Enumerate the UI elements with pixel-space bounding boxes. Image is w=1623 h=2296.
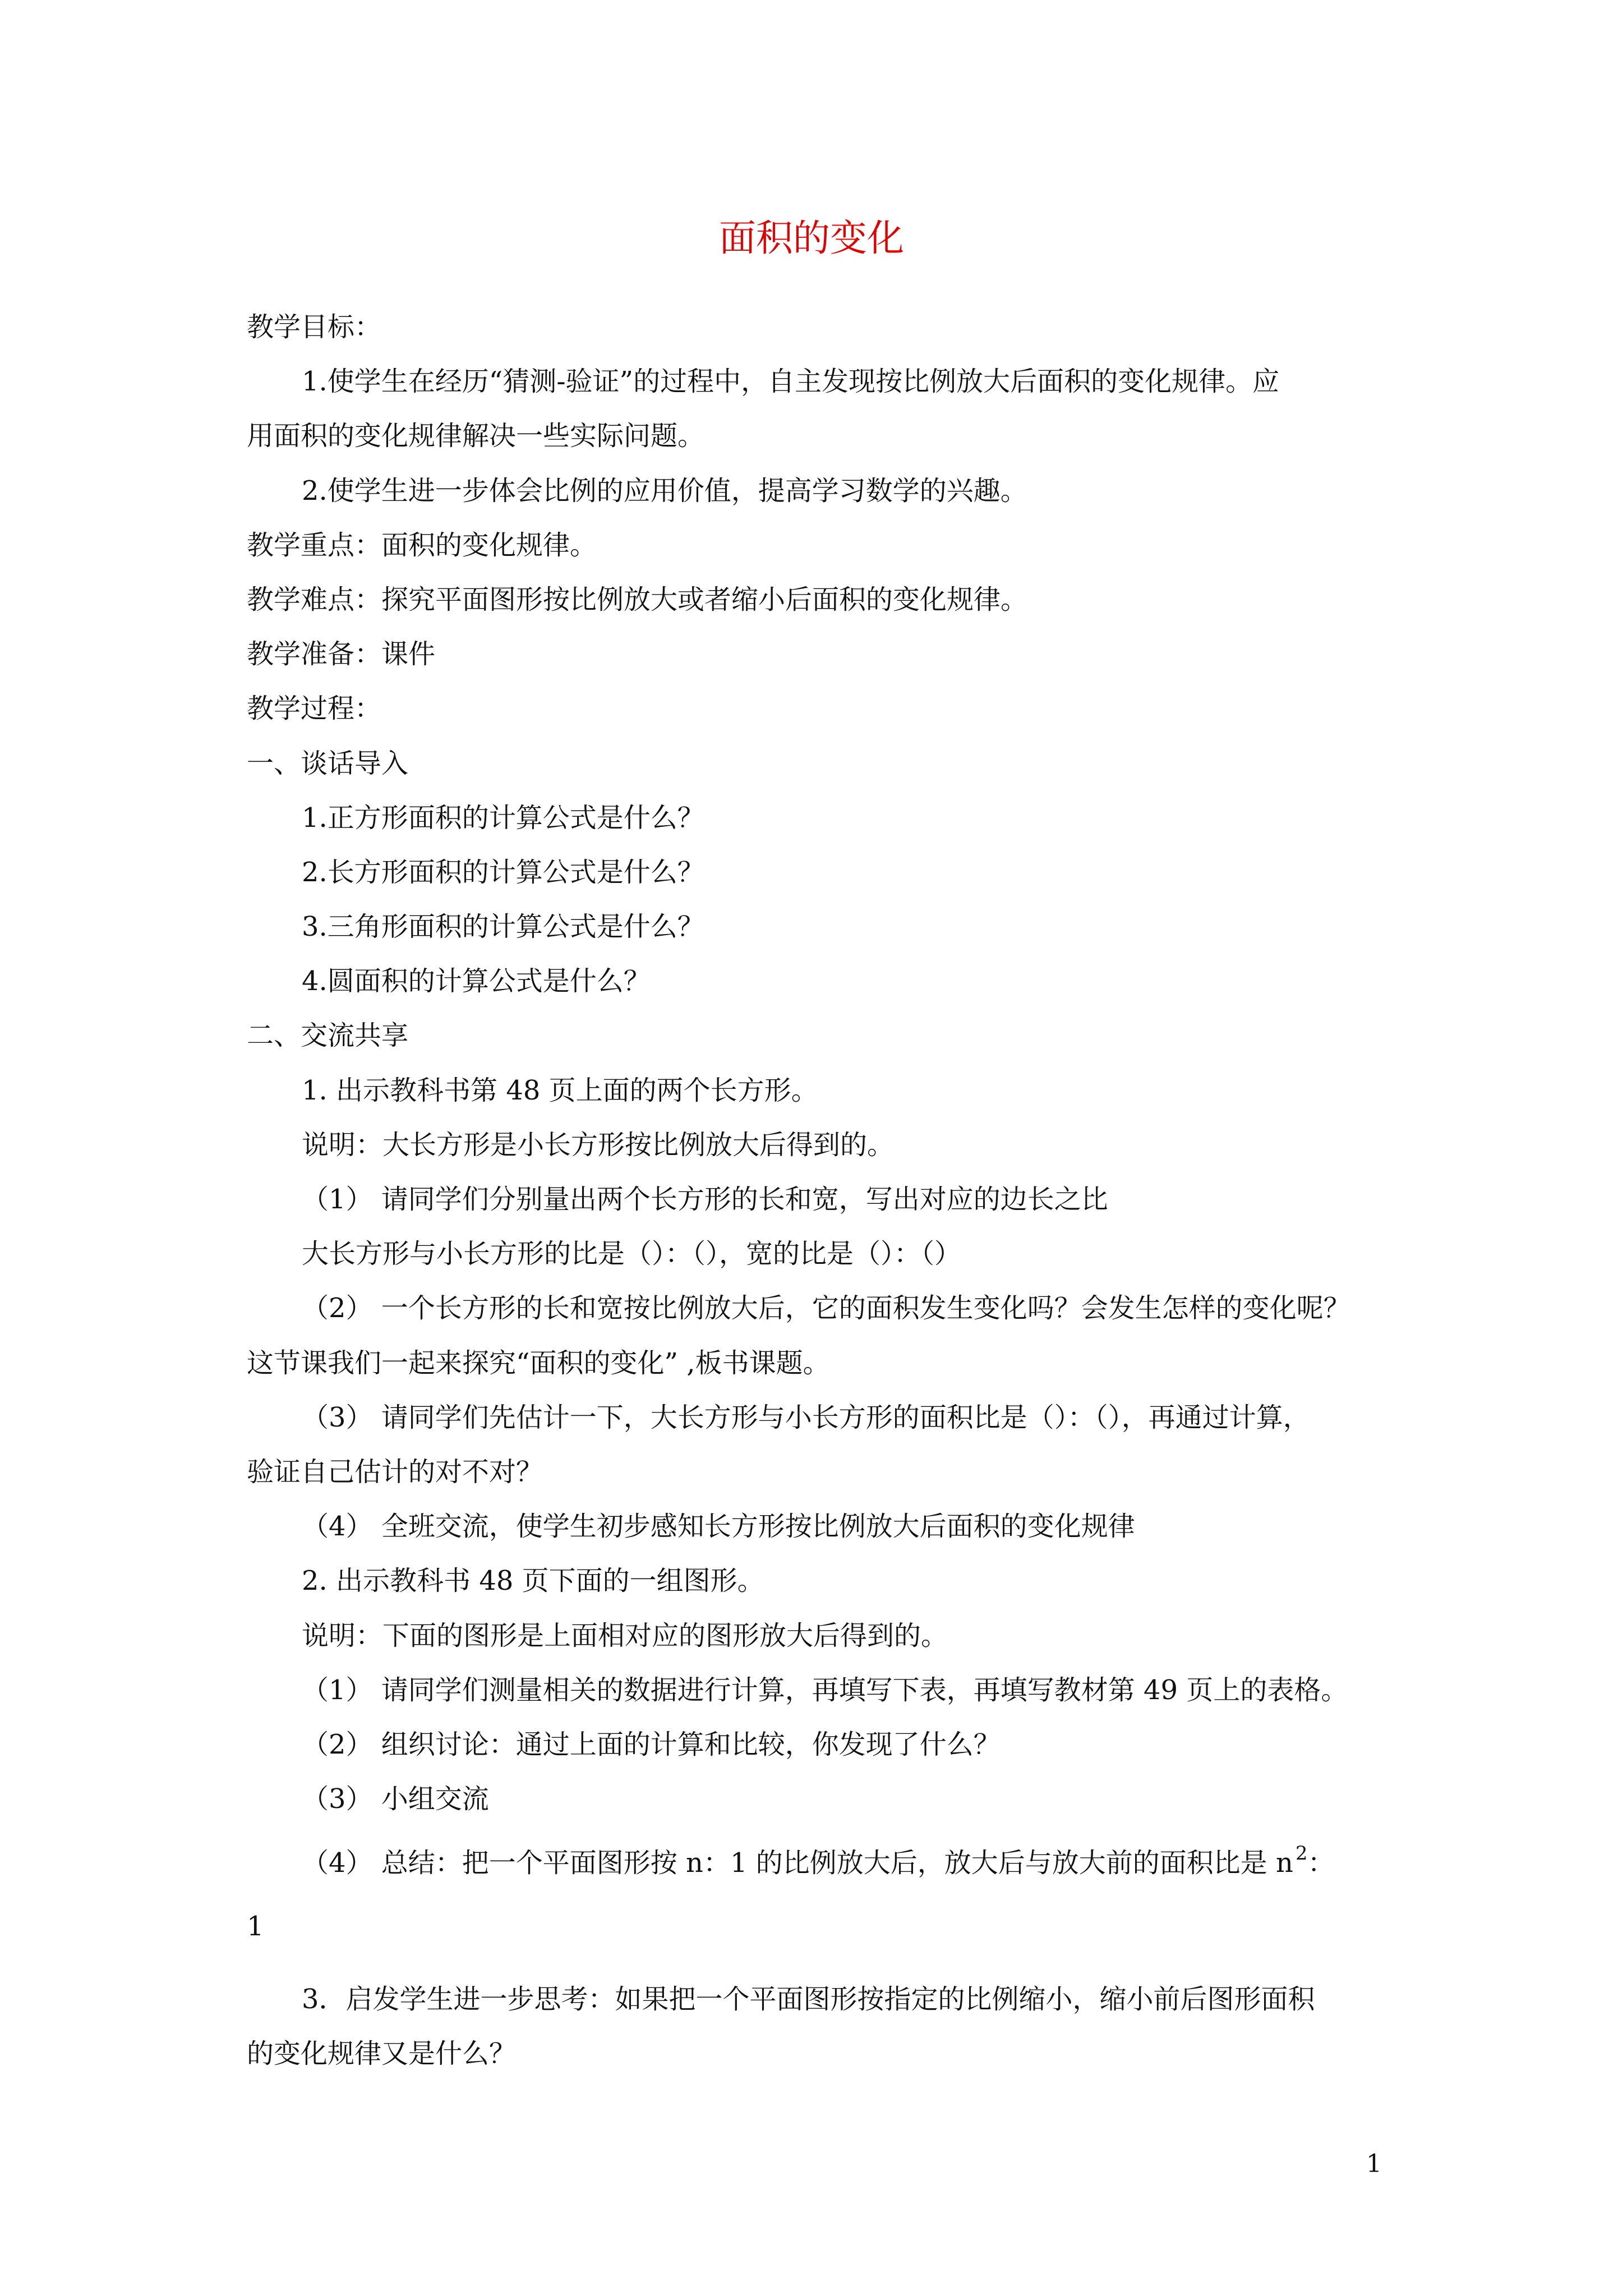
- activity-2-step-2: （2） 组织讨论：通过上面的计算和比较，你发现了什么？: [302, 1728, 1000, 1760]
- section-heading-objectives: 教学目标：: [247, 311, 382, 343]
- activity-2-note: 说明：下面的图形是上面相对应的图形放大后得到的。: [302, 1619, 948, 1651]
- activity-1-note: 说明：大长方形是小长方形按比例放大后得到的。: [302, 1129, 895, 1161]
- activity-1-step-3-continued: 验证自己估计的对不对？: [247, 1456, 543, 1488]
- activity-1-step-4: （4） 全班交流，使学生初步感知长方形按比例放大后面积的变化规律: [302, 1511, 1135, 1543]
- question-triangle-area: 3.三角形面积的计算公式是什么？: [302, 911, 704, 943]
- objective-1: 1.使学生在经历“猜测-验证”的过程中，自主发现按比例放大后面积的变化规律。应: [302, 366, 1280, 398]
- activity-2-step-4: [247, 1826, 1413, 1899]
- activity-2: 2. 出示教科书 48 页下面的一组图形。: [302, 1565, 764, 1597]
- summary-text: （4） 总结：把一个平面图形按 n：1 的比例放大后，放大后与放大前的面积比是 n: [302, 1847, 1293, 1879]
- objective-1-continued: 用面积的变化规律解决一些实际问题。: [247, 420, 705, 452]
- question-rectangle-area: 2.长方形面积的计算公式是什么？: [302, 856, 704, 888]
- section-heading-sharing: 二、交流共享: [247, 1020, 409, 1052]
- activity-1-step-2-continued: 这节课我们一起来探究“面积的变化” ,板书课题。: [247, 1347, 830, 1379]
- process-heading: 教学过程：: [247, 693, 382, 725]
- question-square-area: 1.正方形面积的计算公式是什么？: [302, 802, 704, 834]
- summary-wrap: 1: [247, 1911, 264, 1943]
- activity-1-step-2: （2） 一个长方形的长和宽按比例放大后，它的面积发生变化吗？会发生怎样的变化呢？: [302, 1292, 1350, 1324]
- activity-1-step-3: （3） 请同学们先估计一下，大长方形与小长方形的面积比是（）：（），再通过计算，: [302, 1401, 1310, 1433]
- question-circle-area: 4.圆面积的计算公式是什么？: [302, 965, 651, 997]
- preparation: 教学准备：课件: [247, 638, 436, 670]
- activity-2-step-3: （3） 小组交流: [302, 1783, 489, 1815]
- document-title: 面积的变化: [719, 217, 904, 260]
- page-number: 1: [1366, 2150, 1382, 2178]
- section-heading-introduction: 一、谈话导入: [247, 747, 409, 779]
- activity-1-step-1: （1） 请同学们分别量出两个长方形的长和宽，写出对应的边长之比: [302, 1184, 1108, 1215]
- activity-1: 1. 出示教科书第 48 页上面的两个长方形。: [302, 1074, 818, 1106]
- document-body: [247, 300, 1413, 2082]
- summary-suffix: ：: [1307, 1847, 1335, 1879]
- key-point: 教学重点：面积的变化规律。: [247, 529, 597, 561]
- ratio-blanks: 大长方形与小长方形的比是（）：（），宽的比是（）：（）: [302, 1238, 962, 1270]
- objective-2: 2.使学生进一步体会比例的应用价值，提高学习数学的兴趣。: [302, 475, 1027, 507]
- difficult-point: 教学难点：探究平面图形按比例放大或者缩小后面积的变化规律。: [247, 583, 1028, 615]
- activity-2-step-1: （1） 请同学们测量相关的数据进行计算，再填写下表，再填写教材第 49 页上的表格。: [302, 1674, 1348, 1706]
- activity-3-continued: 的变化规律又是什么？: [247, 2038, 517, 2070]
- activity-3: 3．启发学生进一步思考：如果把一个平面图形按指定的比例缩小，缩小前后图形面积: [302, 1984, 1315, 2016]
- summary-exponent: 2: [1295, 1842, 1308, 1865]
